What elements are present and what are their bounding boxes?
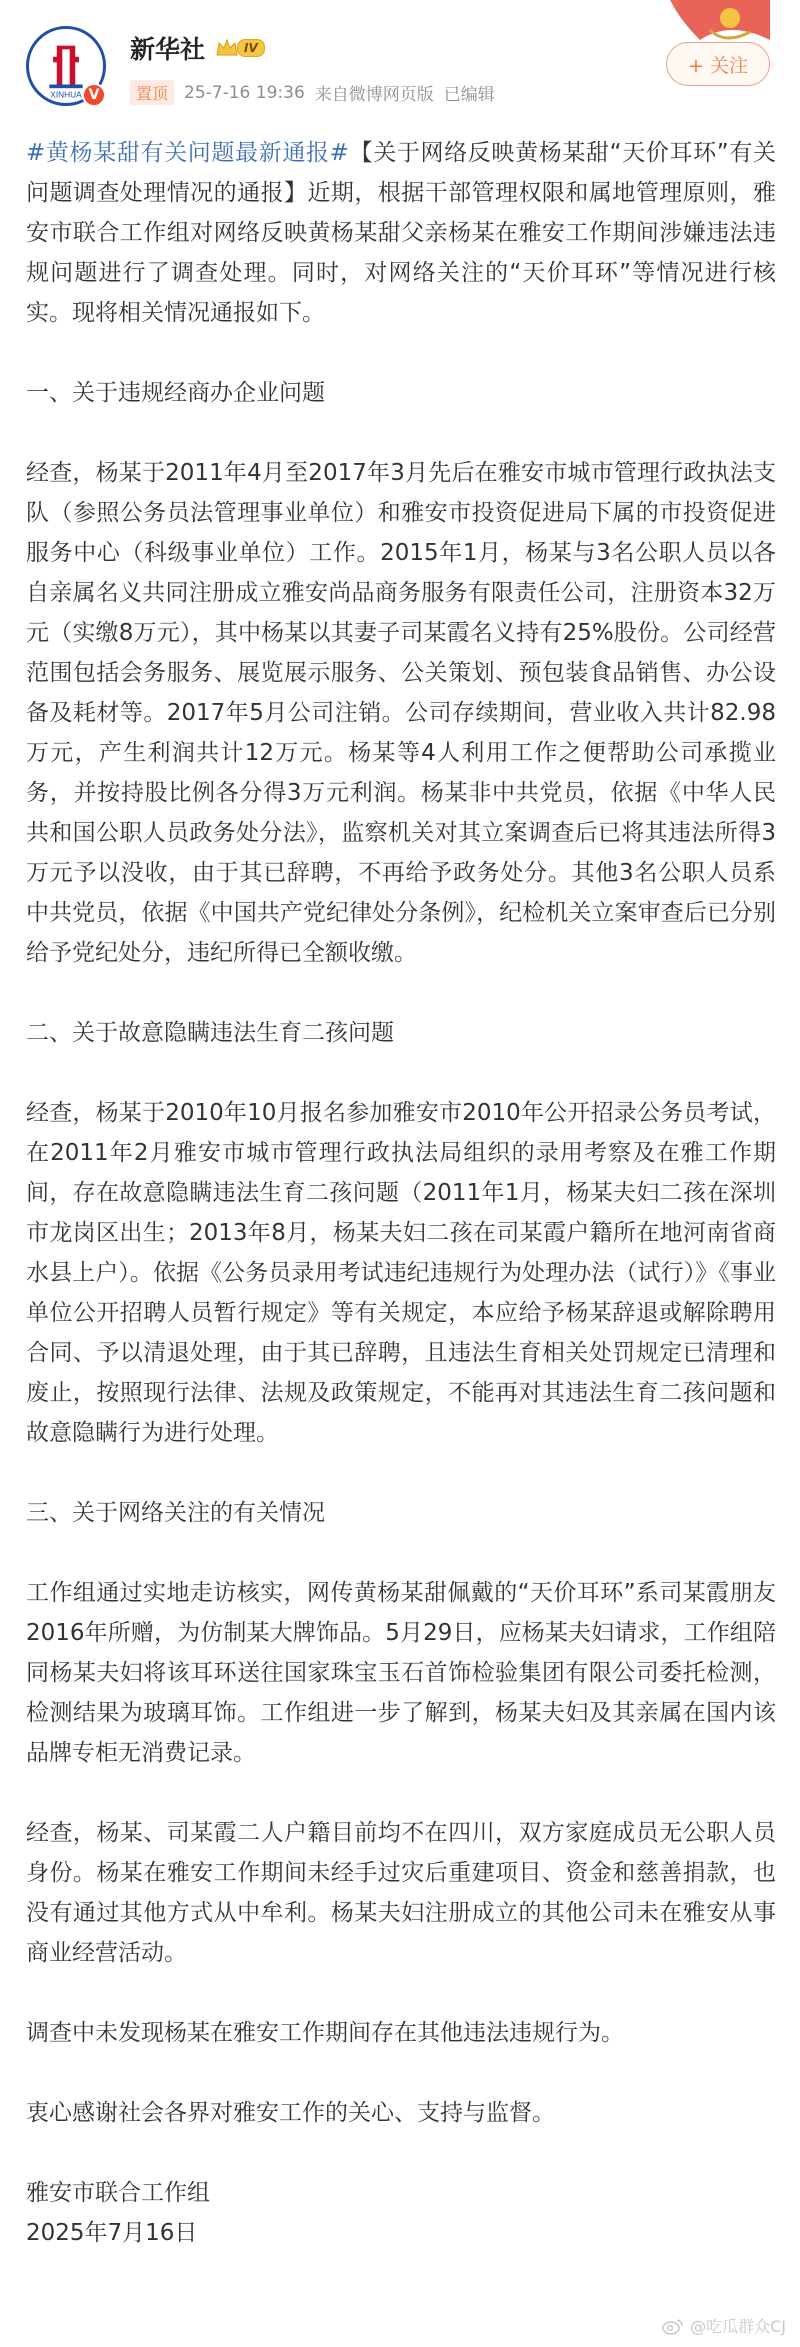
weibo-logo-icon	[662, 2317, 684, 2335]
post-intro	[26, 133, 776, 333]
signature-date: 2025年7月16日	[26, 2220, 198, 2246]
section3-title: 三、关于网络关注的有关情况	[26, 1500, 325, 1526]
thanks-text: 衷心感谢社会各界对雅安工作的关心、支持与监督。	[26, 2100, 555, 2126]
verified-badge-icon: V	[82, 83, 106, 107]
level-badge	[215, 36, 265, 60]
post-body	[26, 133, 776, 2253]
section2-body: 经查，杨某于2010年10月报名参加雅安市2010年公开招录公务员考试，在2011年2月雅安市城市管理行政执法局组织的录用考察及在雅工作期间，存在故意隐瞒违法生育二孩问题（2011年1月，杨某夫妇二孩在深圳市龙岗区出生；2013年8月，杨某夫妇二孩在司某霞户籍所在地河南省商水县上户）。依据《公务员录用考试违纪违规行为处理办法（试行）》《事业单位公开招聘人员暂行规定》等有关规定，本应给予杨某辞退或解除聘用合同、予以清退处理，由于其已辞聘，且违法生育相关处罚规定已清理和废止，按照现行法律、法规及政策规定，不能再对其违法生育二孩问题和故意隐瞒行为进行处理。	[26, 1100, 776, 1446]
post-timestamp[interactable]: 25-7-16 19:36	[184, 82, 305, 103]
section1-body: 经查，杨某于2011年4月至2017年3月先后在雅安市城市管理行政执法支队（参照公务员法管理事业单位）和雅安市投资促进局下属的市投资促进服务中心（科级事业单位）工作。2015年1月，杨某与3名公职人员以各自亲属名义共同注册成立雅安尚品商务服务有限责任公司，注册资本32万元（实缴8万元），其中杨某以其妻子司某霞名义持有25%股份。公司经营范围包括会务服务、展览展示服务、公关策划、预包装食品销售、办公设备及耗材等。2017年5月公司注销。公司存续期间，营业收入共计82.98万元，产生利润共计12万元。杨某等4人利用工作之便帮助公司承揽业务，并按持股比例各分得3万元利润。杨某非中共党员，依据《中华人民共和国公职人员政务处分法》，监察机关对其立案调查后已将其违法所得3万元予以没收，由于其已辞聘，不再给予政务处分。其他3名公职人员系中共党员，依据《中国共产党纪律处分条例》，纪检机关立案审查后已分别给予党纪处分，违纪所得已全额收缴。	[26, 460, 776, 966]
post-meta	[130, 80, 495, 105]
post-header	[0, 0, 800, 125]
watermark	[662, 2314, 786, 2337]
hashtag-link[interactable]: #黄杨某甜有关问题最新通报#	[26, 140, 349, 166]
section1-title: 一、关于违规经商办企业问题	[26, 380, 325, 406]
section2-title: 二、关于故意隐瞒违法生育二孩问题	[26, 1020, 394, 1046]
follow-button[interactable]: + 关注	[666, 42, 770, 86]
crown-icon	[215, 37, 239, 59]
conclusion-text: 调查中未发现杨某在雅安工作期间存在其他违法违规行为。	[26, 2020, 624, 2046]
post-source: 来自微博网页版	[314, 85, 434, 105]
edited-label[interactable]: 已编辑	[443, 85, 495, 105]
avatar-text: XINHUA	[50, 89, 82, 100]
level-text: IV	[237, 39, 265, 57]
account-name[interactable]: 新华社	[130, 35, 206, 64]
intro-text: 【关于网络反映黄杨某甜“天价耳环”有关问题调查处理情况的通报】近期，根据干部管理权限和属地管理原则，雅安市联合工作组对网络反映黄杨某甜父亲杨某在雅安工作期间涉嫌违法违规问题进行了调查处理。同时，对网络关注的“天价耳环”等情况进行核实。现将相关情况通报如下。	[26, 140, 776, 326]
pinned-tag: 置顶	[130, 80, 174, 105]
signature-org: 雅安市联合工作组	[26, 2180, 210, 2206]
section3-body-1: 工作组通过实地走访核实，网传黄杨某甜佩戴的“天价耳环”系司某霞朋友2016年所赠，为仿制某大牌饰品。5月29日，应杨某夫妇请求，工作组陪同杨某夫妇将该耳环送往国家珠宝玉石首饰检验集团有限公司委托检测，检测结果为玻璃耳饰。工作组进一步了解到，杨某夫妇及其亲属在国内该品牌专柜无消费记录。	[26, 1580, 776, 1766]
section3-body-2: 经查，杨某、司某霞二人户籍目前均不在四川，双方家庭成员无公职人员身份。杨某在雅安工作期间未经手过灾后重建项目、资金和慈善捐款，也没有通过其他方式从中牟利。杨某夫妇注册成立的其他公司未在雅安从事商业经营活动。	[26, 1820, 776, 1966]
watermark-text: @吃瓜群众CJ	[690, 2317, 786, 2336]
